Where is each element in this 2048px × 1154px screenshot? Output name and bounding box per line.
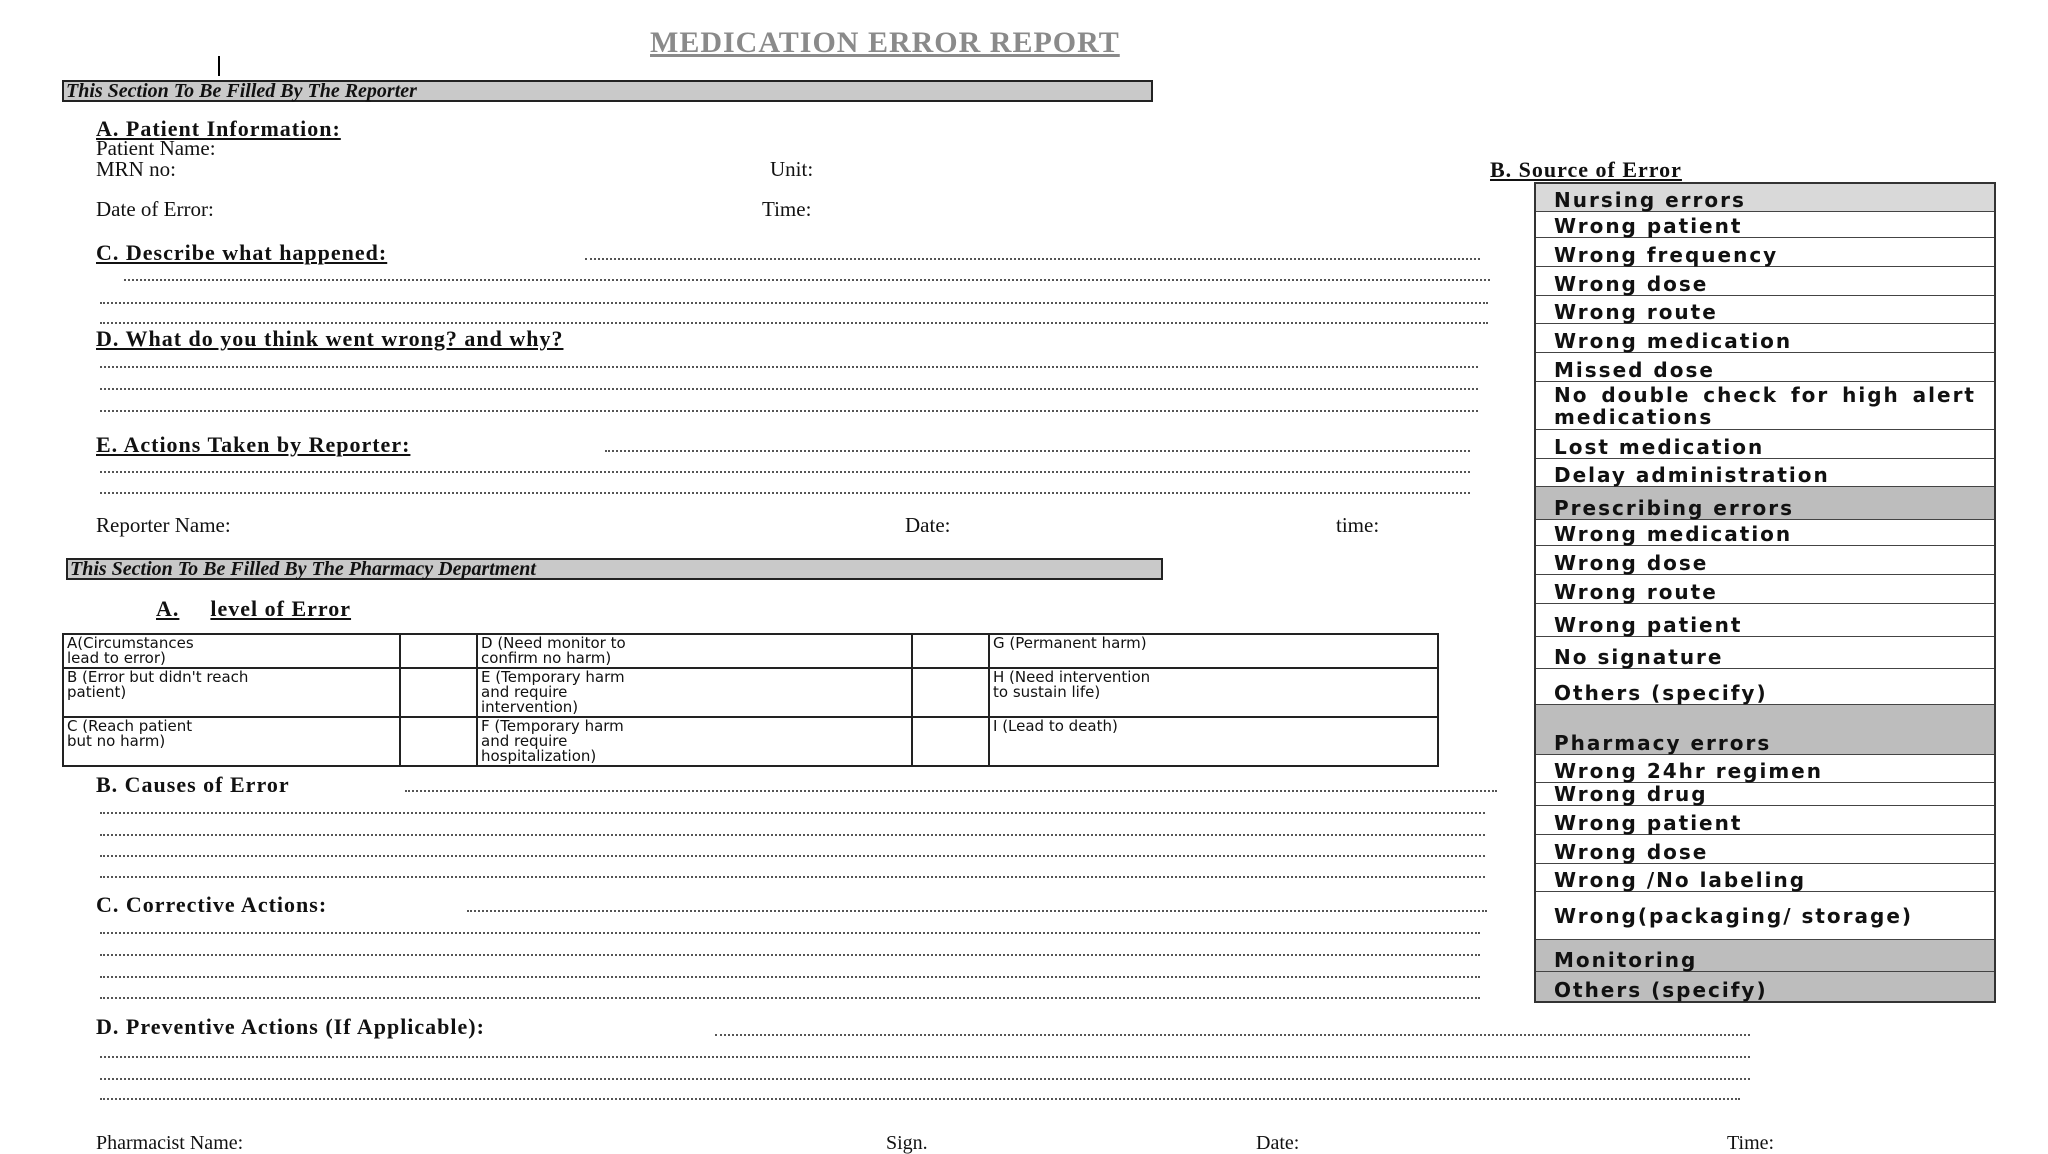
causes-line[interactable]: [100, 812, 1485, 814]
time-label: Time:: [762, 197, 812, 221]
patient-name-label: Patient Name:: [96, 136, 216, 160]
source-option[interactable]: [1536, 755, 1994, 783]
level-cell-h: H (Need intervention to sustain life): [989, 668, 1438, 717]
causes-line[interactable]: [100, 855, 1485, 857]
source-option[interactable]: [1536, 864, 1994, 892]
level-cell-d: D (Need monitor to confirm no harm): [477, 634, 912, 668]
unit-label: Unit:: [770, 157, 814, 181]
source-row-label: Monitoring: [1554, 948, 1698, 972]
level-checkbox-f[interactable]: [912, 717, 989, 766]
source-option[interactable]: [1536, 353, 1994, 382]
source-row-label: Prescribing errors: [1554, 496, 1795, 520]
source-option[interactable]: [1536, 296, 1994, 324]
level-checkbox-c[interactable]: [400, 717, 477, 766]
source-row-label: No signature: [1554, 645, 1724, 669]
corrective-line[interactable]: [100, 997, 1480, 999]
source-option[interactable]: [1536, 806, 1994, 835]
pharmacy-section-banner: This Section To Be Filled By The Pharmacy Department: [66, 558, 1163, 580]
source-option[interactable]: [1536, 835, 1994, 864]
source-option[interactable]: [1536, 324, 1994, 353]
level-cell-c: C (Reach patient but no harm): [63, 717, 400, 766]
source-of-error-heading: B. Source of Error: [1490, 157, 1682, 182]
wrong-line[interactable]: [100, 366, 1478, 368]
source-row-label: Delay administration: [1554, 463, 1830, 487]
source-option[interactable]: [1536, 238, 1994, 267]
level-cell-b: B (Error but didn't reach patient): [63, 668, 400, 717]
describe-line[interactable]: [124, 279, 1490, 281]
source-option[interactable]: [1536, 267, 1994, 296]
source-row-label: Wrong(packaging/ storage): [1554, 903, 1914, 928]
reporter-name-label: Reporter Name:: [96, 513, 231, 537]
source-row-label: Wrong patient: [1554, 811, 1743, 835]
source-row-label: Wrong patient: [1554, 613, 1743, 637]
actions-heading: E. Actions Taken by Reporter:: [96, 432, 411, 457]
source-option[interactable]: [1536, 892, 1994, 940]
source-of-error-list: [1534, 182, 1996, 1003]
level-cell-a: A(Circumstances lead to error): [63, 634, 400, 668]
table-row: [63, 634, 1438, 668]
source-row-label: Wrong dose: [1554, 840, 1709, 864]
source-row-label: Wrong frequency: [1554, 243, 1779, 267]
pharmacist-name-label: Pharmacist Name:: [96, 1132, 244, 1154]
pharmacist-sign-label: Sign.: [886, 1132, 928, 1154]
source-option[interactable]: [1536, 520, 1994, 546]
source-row-label: Lost medication: [1554, 435, 1765, 459]
level-checkbox-d[interactable]: [912, 634, 989, 668]
reporter-date-label: Date:: [905, 513, 951, 537]
source-row-label: Wrong medication: [1554, 329, 1793, 353]
describe-line[interactable]: [100, 302, 1488, 304]
source-option[interactable]: [1536, 430, 1994, 459]
describe-heading: C. Describe what happened:: [96, 240, 388, 265]
source-option[interactable]: [1536, 783, 1994, 806]
actions-line[interactable]: [100, 492, 1470, 494]
reporter-section-banner: This Section To Be Filled By The Reporter: [62, 80, 1153, 102]
source-row-label: Missed dose: [1554, 358, 1715, 382]
source-row-label: Wrong route: [1554, 580, 1718, 604]
describe-line[interactable]: [585, 258, 1480, 260]
corrective-line[interactable]: [100, 954, 1480, 956]
causes-line[interactable]: [405, 790, 1497, 792]
reporter-time-label: time:: [1336, 513, 1380, 537]
source-row-label: Others (specify): [1554, 978, 1768, 1002]
mrn-label: MRN no:: [96, 157, 176, 181]
causes-line[interactable]: [100, 876, 1485, 878]
source-row-label: Wrong 24hr regimen: [1554, 759, 1823, 783]
wrong-line[interactable]: [100, 410, 1478, 412]
describe-line[interactable]: [100, 322, 1488, 324]
preventive-line[interactable]: [715, 1034, 1750, 1036]
source-row-label: Wrong drug: [1554, 782, 1708, 806]
source-row-label: Wrong /No labeling: [1554, 868, 1807, 892]
pharmacist-time-label: Time:: [1727, 1132, 1775, 1154]
source-row-label: Wrong dose: [1554, 272, 1709, 296]
what-went-wrong-heading: D. What do you think went wrong? and why?: [96, 326, 564, 351]
source-option[interactable]: [1536, 212, 1994, 238]
level-cell-e: E (Temporary harm and require intervention): [477, 668, 912, 717]
table-row: [63, 668, 1438, 717]
source-option[interactable]: [1536, 459, 1994, 487]
level-heading-letter: A.: [156, 596, 180, 621]
wrong-line[interactable]: [100, 388, 1478, 390]
source-row-label: Others (specify): [1554, 681, 1768, 705]
source-row-label: Wrong patient: [1554, 214, 1743, 238]
level-checkbox-e[interactable]: [912, 668, 989, 717]
corrective-line[interactable]: [100, 976, 1480, 978]
source-row-label: Wrong medication: [1554, 522, 1793, 546]
source-option[interactable]: [1536, 575, 1994, 604]
source-option[interactable]: [1536, 669, 1994, 705]
level-checkbox-b[interactable]: [400, 668, 477, 717]
source-row-label: Wrong dose: [1554, 551, 1709, 575]
source-row-label: Pharmacy errors: [1554, 731, 1772, 755]
source-option[interactable]: [1536, 604, 1994, 637]
corrective-line[interactable]: [467, 910, 1487, 912]
source-option[interactable]: [1536, 637, 1994, 669]
preventive-line[interactable]: [100, 1098, 1740, 1100]
source-row-label: Nursing errors: [1554, 188, 1746, 212]
level-of-error-heading: [156, 596, 351, 622]
table-row: [63, 717, 1438, 766]
text-cursor: [218, 56, 220, 76]
patient-info-heading-text: A. Patient Information:: [96, 116, 341, 141]
causes-heading: B. Causes of Error: [96, 772, 290, 797]
level-heading-text: level of Error: [210, 596, 352, 621]
level-of-error-table: [62, 633, 1439, 767]
causes-line[interactable]: [100, 834, 1485, 836]
source-category-header: [1536, 184, 1994, 212]
actions-line[interactable]: [605, 450, 1470, 452]
level-cell-f: F (Temporary harm and require hospitalization): [477, 717, 912, 766]
report-title: MEDICATION ERROR REPORT: [650, 26, 1120, 59]
level-cell-i: I (Lead to death): [989, 717, 1438, 766]
source-category-header: [1536, 940, 1994, 972]
preventive-heading: D. Preventive Actions (If Applicable):: [96, 1014, 485, 1039]
corrective-heading: C. Corrective Actions:: [96, 892, 328, 917]
source-option[interactable]: [1536, 546, 1994, 575]
source-category-header: [1536, 705, 1994, 755]
preventive-line[interactable]: [100, 1056, 1750, 1058]
source-option[interactable]: [1536, 382, 1994, 430]
corrective-line[interactable]: [100, 932, 1480, 934]
source-row-label: Wrong route: [1554, 300, 1718, 324]
source-category-header: [1536, 487, 1994, 520]
preventive-line[interactable]: [100, 1078, 1750, 1080]
date-of-error-label: Date of Error:: [96, 197, 214, 221]
source-row-label: No double check for high alert medications: [1554, 382, 1976, 429]
pharmacist-date-label: Date:: [1256, 1132, 1300, 1154]
source-category-header: [1536, 972, 1994, 1001]
actions-line[interactable]: [100, 471, 1470, 473]
level-cell-g: G (Permanent harm): [989, 634, 1438, 668]
level-checkbox-a[interactable]: [400, 634, 477, 668]
